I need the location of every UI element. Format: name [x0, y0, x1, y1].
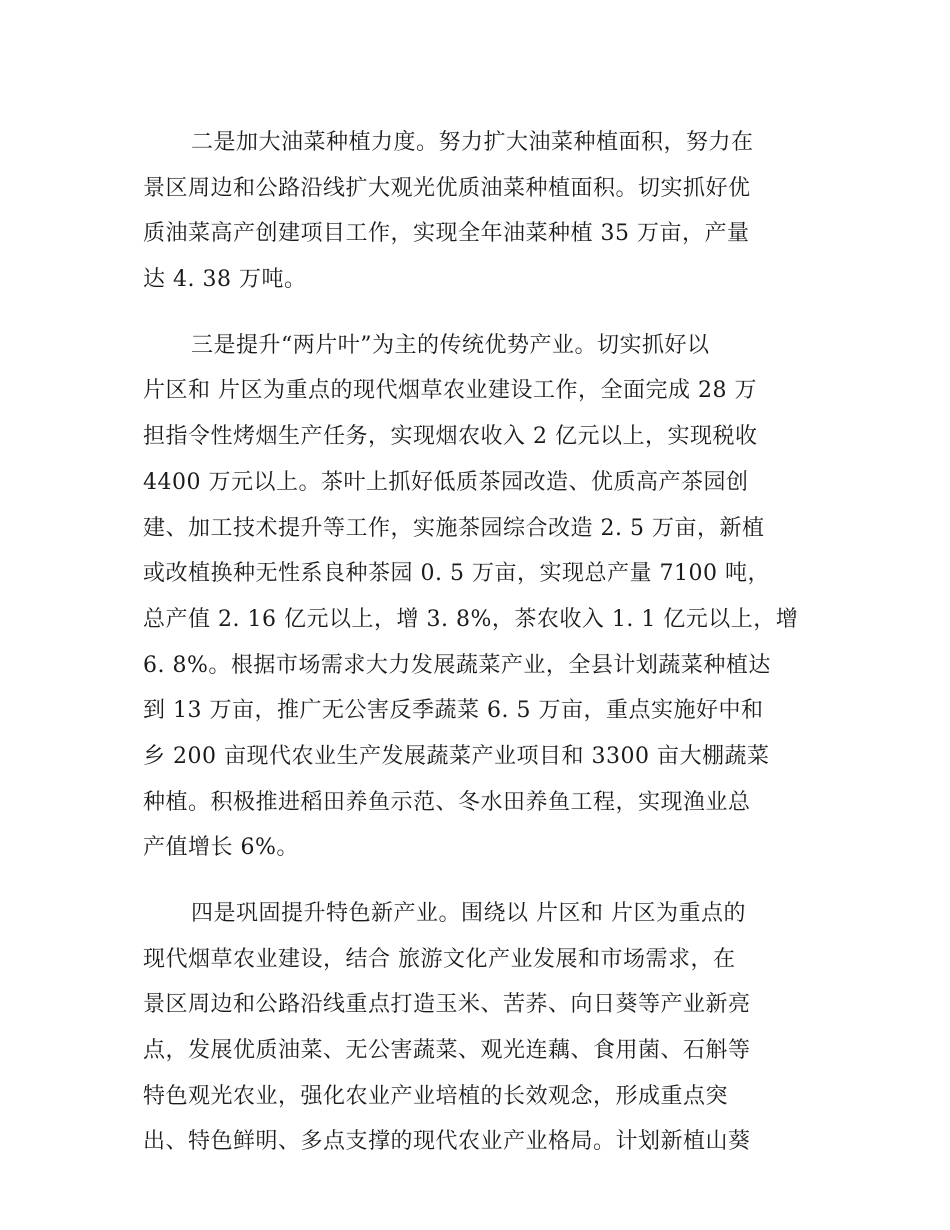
- text-line: 建、加工技术提升等工作，实施茶园综合改造 2. 5 万亩，新植: [143, 515, 765, 541]
- text-line: 达 4. 38 万吨。: [143, 267, 307, 293]
- text-line: 点，发展优质油菜、无公害蔬菜、观光连藕、食用菌、石斛等: [143, 1038, 751, 1064]
- text-line: 4400 万元以上。茶叶上抓好低质茶园改造、优质高产茶园创: [143, 469, 749, 495]
- text-line: 到 13 万亩，推广无公害反季蔬菜 6. 5 万亩，重点实施好中和: [143, 698, 764, 724]
- text-line: 担指令性烤烟生产任务，实现烟农收入 2 亿元以上，实现税收: [143, 424, 758, 450]
- text-line: 现代烟草农业建设，结合 旅游文化产业发展和市场需求，在: [143, 946, 736, 972]
- text-line: 特色观光农业，强化农业产业培植的长效观念，形成重点突: [143, 1083, 729, 1109]
- document-body: [143, 120, 813, 1185]
- text-line: 景区周边和公路沿线重点打造玉米、苦荞、向日葵等产业新亮: [143, 992, 751, 1018]
- paragraph-rapeseed: [143, 120, 813, 303]
- text-line: 三是提升“两片叶”为主的传统优势产业。切实抓好以: [191, 332, 710, 358]
- text-line: 质油菜高产创建项目工作，实现全年油菜种植 35 万亩，产量: [143, 221, 750, 247]
- text-line: 或改植换种无性系良种茶园 0. 5 万亩，实现总产量 7100 吨，: [143, 561, 770, 587]
- text-line: 总产值 2. 16 亿元以上，增 3. 8%，茶农收入 1. 1 亿元以上，增: [143, 606, 799, 632]
- paragraph-new-industries: [143, 891, 813, 1165]
- text-line: 种植。积极推进稻田养鱼示范、冬水田养鱼工程，实现渔业总: [143, 789, 751, 815]
- text-line: 景区周边和公路沿线扩大观光优质油菜种植面积。切实抓好优: [143, 175, 751, 201]
- text-line: 片区和 片区为重点的现代烟草农业建设工作，全面完成 28 万: [143, 378, 757, 404]
- text-line: 出、特色鲜明、多点支撑的现代农业产业格局。计划新植山葵: [143, 1129, 751, 1155]
- paragraph-tobacco-tea: [143, 323, 813, 871]
- text-line: 二是加大油菜种植力度。努力扩大油菜种植面积，努力在: [191, 130, 754, 155]
- text-line: 四是巩固提升特色新产业。围绕以 片区和 片区为重点的: [191, 901, 746, 926]
- text-line: 乡 200 亩现代农业生产发展蔬菜产业项目和 3300 亩大棚蔬菜: [143, 743, 770, 769]
- text-line: 产值增长 6%。: [143, 835, 299, 861]
- text-line: 6. 8%。根据市场需求大力发展蔬菜产业，全县计划蔬菜种植达: [143, 652, 771, 678]
